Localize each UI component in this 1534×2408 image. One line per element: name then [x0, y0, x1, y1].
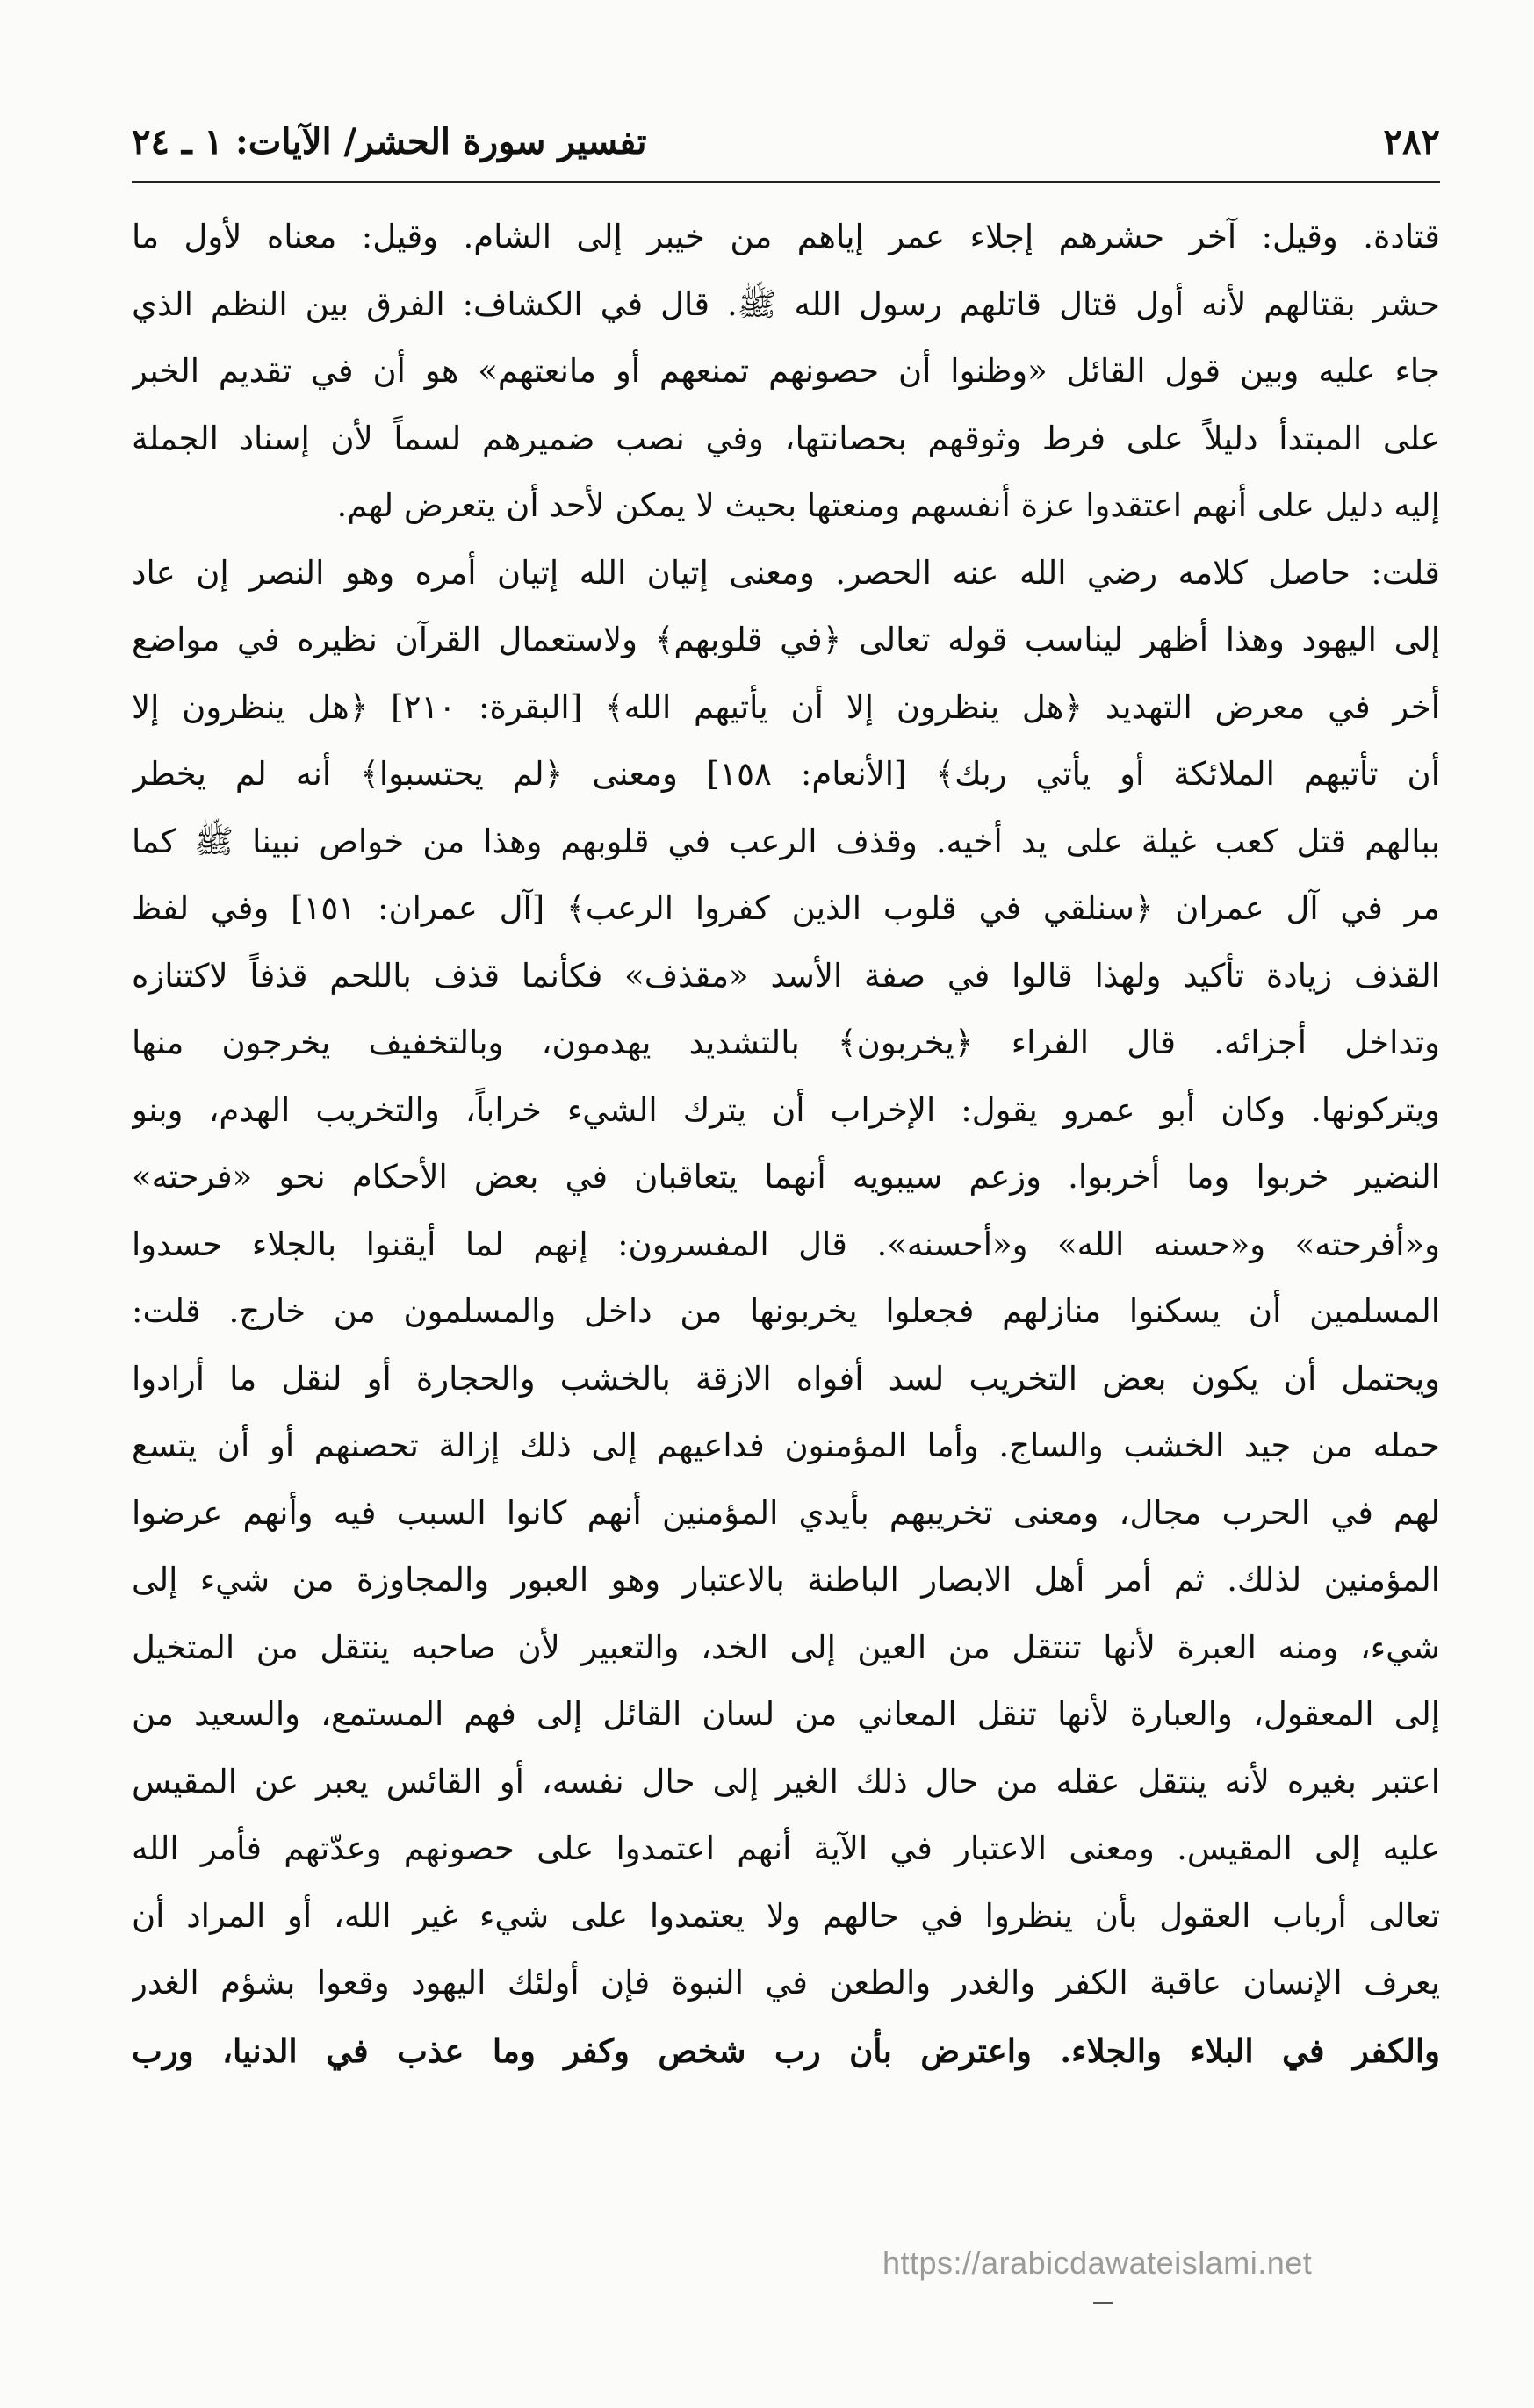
text-line: تعالى أرباب العقول بأن ينظروا في حالهم ولا يعتمدوا على شيء غير الله، أو المراد أن — [132, 1896, 1440, 1935]
text-line: عليه إلى المقيس. ومعنى الاعتبار في الآية أنهم اعتمدوا على حصونهم وعدّتهم فأمر الله — [132, 1829, 1440, 1867]
text-line: ويحتمل أن يكون بعض التخريب لسد أفواه الازقة بالخشب والحجارة أو لنقل ما أرادوا — [132, 1359, 1440, 1398]
text-line: والكفر في البلاء والجلاء. واعترض بأن رب شخص وكفر وما عذب في الدنيا، ورب — [132, 2031, 1440, 2070]
text-line: المؤمنين لذلك. ثم أمر أهل الابصار الباطنة بالاعتبار وهو العبور والمجاوزة من شيء إلى — [132, 1561, 1440, 1599]
text-line: و«أفرحته» و«حسنه الله» و«أحسنه». قال المفسرون: إنهم لما أيقنوا بالجلاء حسدوا — [132, 1225, 1440, 1263]
text-line: قلت: حاصل كلامه رضي الله عنه الحصر. ومعنى إتيان الله إتيان أمره وهو النصر إن عاد — [132, 553, 1440, 592]
text-line: أن تأتيهم الملائكة أو يأتي ربك﴾ [الأنعام: ١٥٨] ومعنى ﴿لم يحتسبوا﴾ أنه لم يخطر — [132, 755, 1440, 793]
text-line: حشر بقتالهم لأنه أول قتال قاتلهم رسول الله ﷺ. قال في الكشاف: الفرق بين النظم الذي — [132, 284, 1440, 323]
scan-mark — [1093, 2302, 1113, 2304]
page-number: ٢٨٢ — [1383, 121, 1440, 162]
text-line: النضير خربوا وما أخربوا. وزعم سيبويه أنهما يتعاقبان في بعض الأحكام نحو «فرحته» — [132, 1158, 1440, 1196]
running-title: تفسير سورة الحشر/ الآيات: ١ ـ ٢٤ — [132, 121, 647, 162]
text-line: ببالهم قتل كعب غيلة على يد أخيه. وقذف الرعب في قلوبهم وهذا من خواص نبينا ﷺ كما — [132, 822, 1440, 860]
text-line: لهم في الحرب مجال، ومعنى تخريبهم بأيدي المؤمنين أنهم كانوا السبب فيه وأنهم عرضوا — [132, 1493, 1440, 1532]
watermark-url: https://arabicdawateislami.net — [882, 2245, 1313, 2281]
text-line: شيء، ومنه العبرة لأنها تنتقل من العين إلى الخد، والتعبير لأن صاحبه ينتقل من المتخيل — [132, 1628, 1440, 1666]
body-text — [132, 204, 1440, 2084]
text-line: وتداخل أجزائه. قال الفراء ﴿يخربون﴾ بالتشديد يهدمون، وبالتخفيف يخرجون منها — [132, 1024, 1440, 1061]
text-line: ويتركونها. وكان أبو عمرو يقول: الإخراب أن يترك الشيء خراباً، والتخريب الهدم، وبنو — [132, 1090, 1440, 1129]
text-line: جاء عليه وبين قول القائل «وظنوا أن حصونهم تمنعهم أو مانعتهم» هو أن في تقديم الخبر — [132, 352, 1440, 390]
text-line: حمله من جيد الخشب والساج. وأما المؤمنون فداعيهم إلى ذلك إزالة تحصنهم أو أن يتسع — [132, 1427, 1440, 1464]
text-line: القذف زيادة تأكيد ولهذا قالوا في صفة الأسد «مقذف» فكأنما قذف باللحم قذفاً لاكتنازه — [132, 956, 1440, 995]
page-header — [132, 116, 1440, 177]
header-rule — [132, 181, 1440, 183]
text-line: إلى اليهود وهذا أظهر ليناسب قوله تعالى ﴿في قلوبهم﴾ ولاستعمال القرآن نظيره في مواضع — [132, 621, 1440, 658]
text-line: على المبتدأ دليلاً على فرط وثوقهم بحصانتها، وفي نصب ضميرهم لسماً لأن إسناد الجملة — [132, 419, 1440, 457]
text-line: مر في آل عمران ﴿سنلقي في قلوب الذين كفروا الرعب﴾ [آل عمران: ١٥١] وفي لفظ — [132, 889, 1440, 927]
text-line: المسلمين أن يسكنوا منازلهم فجعلوا يخربونها من داخل والمسلمون من خارج. قلت: — [132, 1292, 1440, 1330]
text-line: اعتبر بغيره لأنه ينتقل عقله من حال ذلك الغير إلى حال نفسه، أو القائس يعبر عن المقيس — [132, 1762, 1440, 1801]
text-line: يعرف الإنسان عاقبة الكفر والغدر والطعن في النبوة فإن أولئك اليهود وقعوا بشؤم الغدر — [132, 1964, 1440, 2002]
text-line: إلى المعقول، والعبارة لأنها تنقل المعاني من لسان القائل إلى فهم المستمع، والسعيد من — [132, 1695, 1440, 1733]
text-line: أخر في معرض التهديد ﴿هل ينظرون إلا أن يأتيهم الله﴾ [البقرة: ٢١٠] ﴿هل ينظرون إلا — [132, 687, 1440, 726]
text-line: قتادة. وقيل: آخر حشرهم إجلاء عمر إياهم من خيبر إلى الشام. وقيل: معناه لأول ما — [132, 218, 1440, 255]
text-line: إليه دليل على أنهم اعتقدوا عزة أنفسهم ومنعتها بحيث لا يمكن لأحد أن يتعرض لهم. — [336, 486, 1440, 524]
